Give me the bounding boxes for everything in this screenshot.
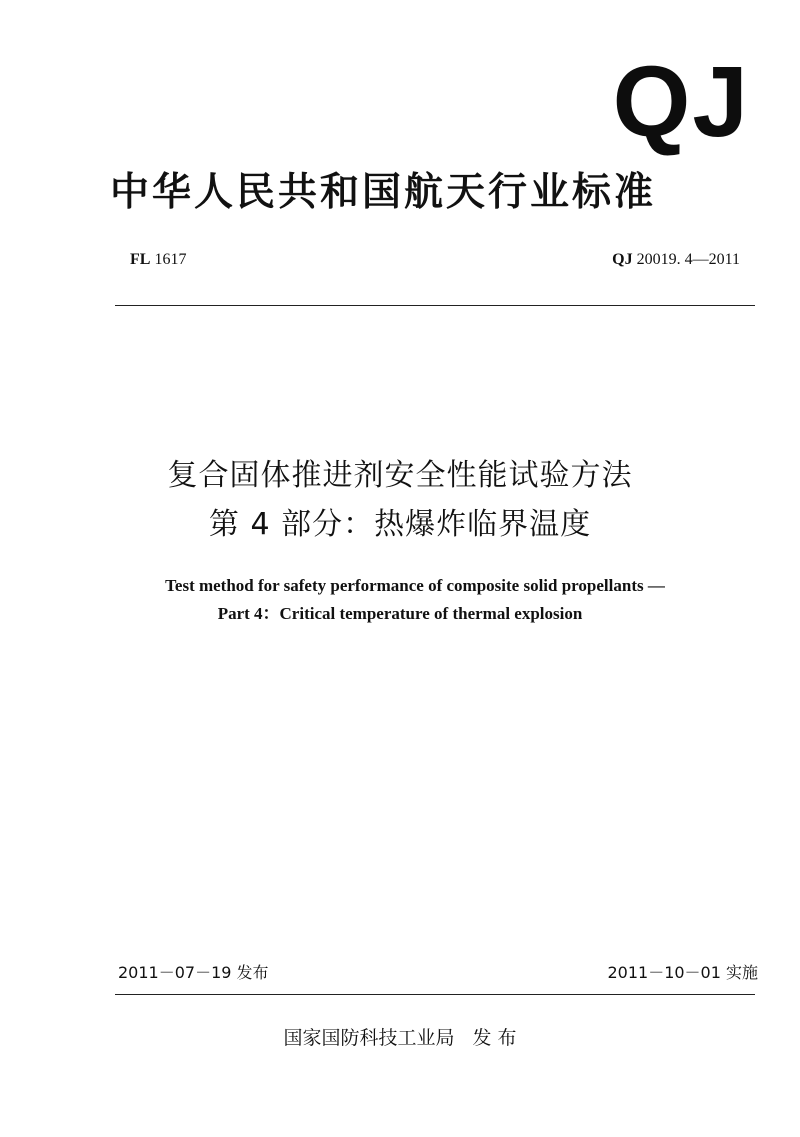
issue-date: 2011－07－19 发布: [118, 963, 269, 982]
standard-code: [560, 250, 740, 270]
chinese-title-line-1: 复合固体推进剂安全性能试验方法: [167, 458, 633, 493]
implementation-date: 2011－10－01 实施: [607, 963, 758, 982]
chinese-title-line-2: 第 4 部分：热爆炸临界温度: [208, 507, 592, 542]
classification-code: [130, 250, 186, 270]
classification-prefix: FL: [130, 251, 151, 268]
standard-category-title: 中华人民共和国航天行业标准: [110, 170, 657, 215]
english-title-line-2: Part 4：Critical temperature of thermal explosion: [217, 604, 583, 623]
publisher: [200, 1025, 600, 1051]
english-title-line-1: Test method for safety performance of composite solid propellants —: [165, 576, 665, 595]
top-divider: [115, 305, 755, 306]
standard-number: 20019. 4—2011: [636, 251, 740, 268]
qj-logo: QJ: [612, 46, 750, 158]
standard-prefix: QJ: [612, 251, 633, 268]
publisher-name: 国家国防科技工业局: [283, 1027, 455, 1049]
bottom-divider: [115, 994, 755, 995]
publisher-action: 发 布: [472, 1027, 517, 1049]
classification-number: 1617: [154, 251, 187, 268]
